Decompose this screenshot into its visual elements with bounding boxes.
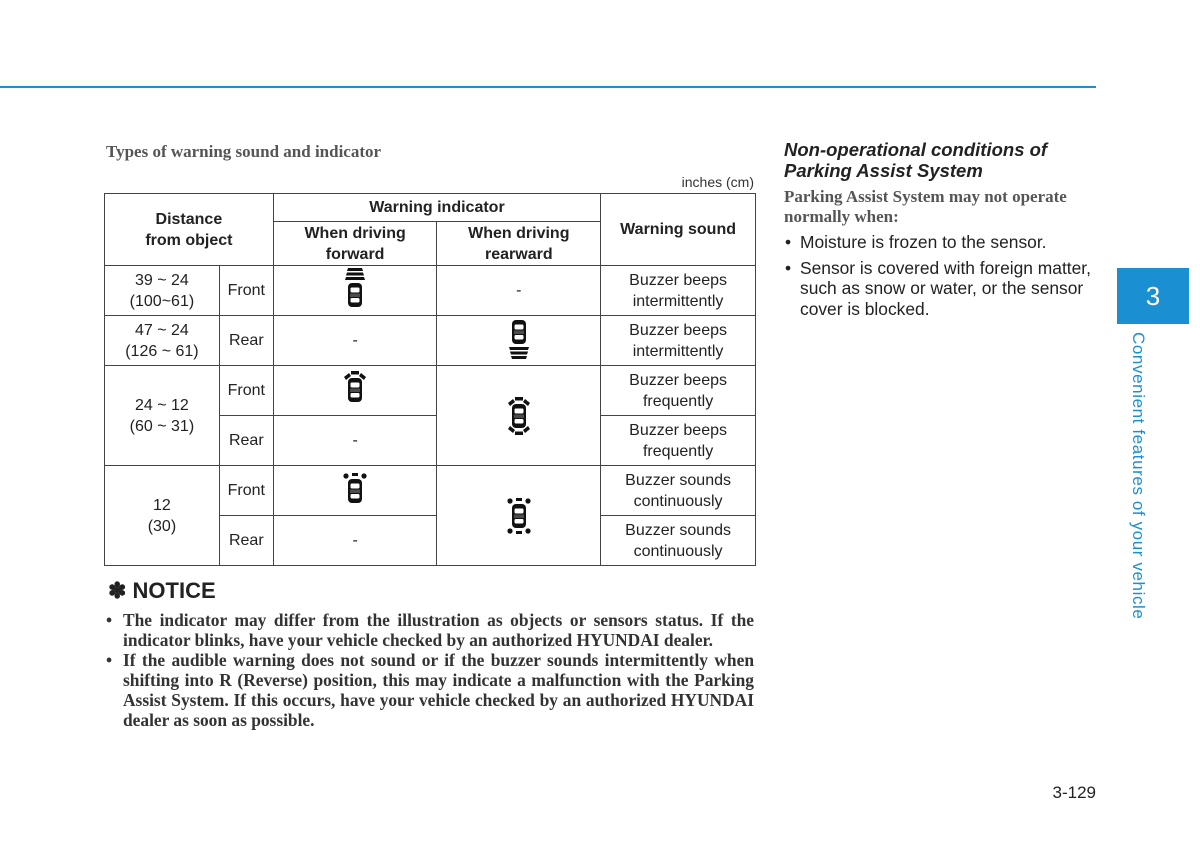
bullet-icon: • — [785, 232, 792, 252]
distance-cell: 47 ~ 24 (126 ~ 61) — [105, 316, 220, 366]
rearward-indicator-cell: - — [437, 266, 601, 316]
units-note: inches (cm) — [681, 174, 754, 190]
forward-indicator-cell: - — [273, 416, 437, 466]
front-mid-warning-icon — [340, 369, 370, 413]
header-rearward: When driving rearward — [437, 222, 601, 266]
notice-list — [106, 610, 754, 730]
rearward-indicator-cell — [437, 366, 601, 466]
condition-item: • Moisture is frozen to the sensor. — [785, 232, 1047, 252]
bullet-icon: • — [785, 257, 792, 278]
rearward-indicator-cell — [437, 316, 601, 366]
header-warning-sound: Warning sound — [601, 194, 756, 266]
table-row — [105, 466, 756, 516]
forward-indicator-cell: - — [273, 516, 437, 566]
notice-item: • The indicator may differ from the illustration as objects or sensors status. If the indicator blinks, have your vehicle checked by an authorized HYUNDAI dealer. — [106, 610, 754, 650]
right-subheading: Parking Assist System may not operate normally when: — [784, 187, 1067, 226]
sound-cell: Buzzer sounds continuously — [601, 516, 756, 566]
bullet-icon: • — [106, 610, 113, 630]
distance-cell: 39 ~ 24 (100~61) — [105, 266, 220, 316]
notice-title: ✽ NOTICE — [108, 578, 216, 603]
sensor-cell: Rear — [219, 416, 273, 466]
forward-indicator-cell — [273, 266, 437, 316]
distance-cell: 24 ~ 12 (60 ~ 31) — [105, 366, 220, 466]
right-heading: Non-operational conditions of Parking Assist System — [784, 139, 1048, 181]
chapter-tab: 3 — [1117, 268, 1189, 324]
condition-item: • Sensor is covered with foreign matter, such as snow or water, or the sensor cover is blocked. — [785, 257, 1091, 319]
distance-cell: 12 (30) — [105, 466, 220, 566]
notice-item: • If the audible warning does not sound or if the buzzer sounds intermittently when shifting into R (Reverse) position, this may indicate a malfunction with the Parking Assist System. If this occurs, have your vehicle checked by an authorized HYUNDAI dealer as soon as possible. — [106, 650, 754, 730]
front-far-warning-icon — [340, 267, 370, 315]
forward-indicator-cell: - — [273, 316, 437, 366]
table-row — [105, 366, 756, 416]
header-rule — [0, 86, 1096, 88]
page-number: 3-129 — [1052, 783, 1096, 802]
header-warning-indicator: Warning indicator — [273, 194, 600, 222]
rearward-indicator-cell — [437, 466, 601, 566]
header-forward: When driving forward — [273, 222, 437, 266]
sensor-cell: Front — [219, 366, 273, 416]
table-row — [105, 316, 756, 366]
sound-cell: Buzzer beeps frequently — [601, 416, 756, 466]
sensor-cell: Front — [219, 466, 273, 516]
mid-warning-both-icon — [502, 388, 536, 444]
header-distance: Distance from object — [105, 194, 274, 266]
chapter-title: Convenient features of your vehicle — [1129, 332, 1148, 620]
sound-cell: Buzzer beeps intermittently — [601, 316, 756, 366]
rear-far-warning-icon — [504, 318, 534, 364]
table-row — [105, 266, 756, 316]
sound-cell: Buzzer beeps frequently — [601, 366, 756, 416]
warning-table — [104, 193, 756, 566]
forward-indicator-cell — [273, 366, 437, 416]
sensor-cell: Rear — [219, 516, 273, 566]
bullet-icon: • — [106, 650, 113, 670]
sensor-cell: Front — [219, 266, 273, 316]
section-title: Types of warning sound and indicator — [106, 142, 382, 161]
forward-indicator-cell — [273, 466, 437, 516]
sensor-cell: Rear — [219, 316, 273, 366]
sound-cell: Buzzer beeps intermittently — [601, 266, 756, 316]
sound-cell: Buzzer sounds continuously — [601, 466, 756, 516]
conditions-list — [784, 232, 1100, 324]
near-warning-both-icon — [503, 492, 535, 540]
front-near-warning-icon — [340, 471, 370, 511]
